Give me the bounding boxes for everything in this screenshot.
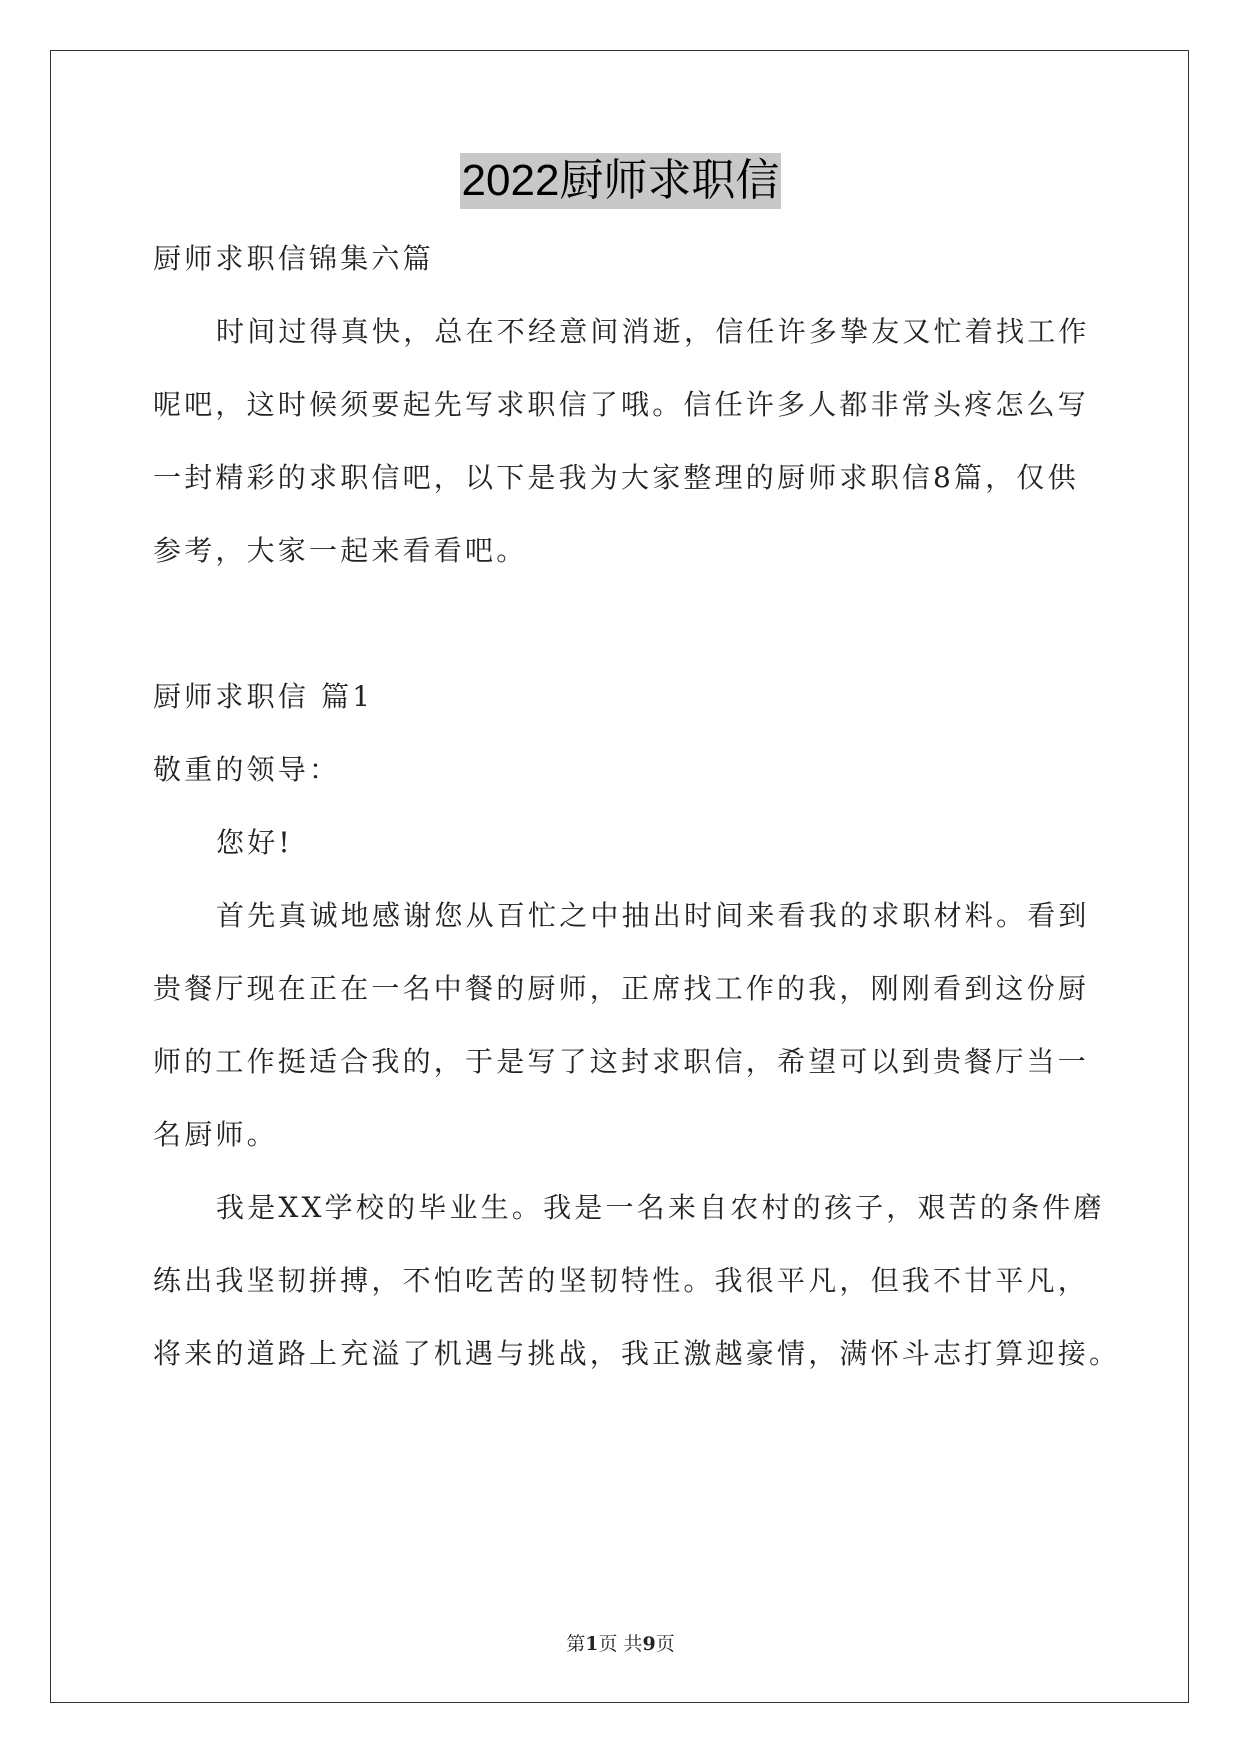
document-title: 2022厨师求职信 [460, 153, 782, 209]
page-border [50, 50, 1189, 1703]
footer-page-total: 9 [642, 1633, 656, 1655]
para2-line-2: 练出我坚韧拼搏，不怕吃苦的坚韧特性。我很平凡，但我不甘平凡， [153, 1264, 1090, 1297]
para1-line-1: 首先真诚地感谢您从百忙之中抽出时间来看我的求职材料。看到 [216, 899, 1090, 932]
intro-line-3: 一封精彩的求职信吧，以下是我为大家整理的厨师求职信8篇，仅供 [153, 461, 1079, 494]
greeting: 您好! [216, 826, 293, 859]
para1-line-2: 贵餐厅现在正在一名中餐的厨师，正席找工作的我，刚刚看到这份厨 [153, 972, 1090, 1005]
footer-page-prefix: 第 [566, 1633, 586, 1655]
para2-line-3: 将来的道路上充溢了机遇与挑战，我正激越豪情，满怀斗志打算迎接。 [153, 1337, 1121, 1370]
intro-line-4: 参考，大家一起来看看吧。 [153, 534, 528, 567]
para1-line-3: 师的工作挺适合我的，于是写了这封求职信，希望可以到贵餐厅当一 [153, 1045, 1090, 1078]
footer-page-current: 1 [585, 1633, 599, 1655]
title-wrap [0, 153, 1241, 209]
section-heading: 厨师求职信 篇1 [153, 680, 374, 713]
para2-line-1: 我是XX学校的毕业生。我是一名来自农村的孩子，艰苦的条件磨 [216, 1191, 1105, 1224]
footer-page-mid: 页 共 [598, 1633, 643, 1655]
document-subtitle: 厨师求职信锦集六篇 [153, 242, 434, 275]
intro-line-2: 呢吧，这时候须要起先写求职信了哦。信任许多人都非常头疼怎么写 [153, 388, 1090, 421]
salutation: 敬重的领导： [153, 753, 341, 786]
footer-page-suffix: 页 [655, 1633, 675, 1655]
intro-line-1: 时间过得真快，总在不经意间消逝，信任许多挚友又忙着找工作 [216, 315, 1090, 348]
para1-line-4: 名厨师。 [153, 1118, 278, 1151]
page-footer [0, 1631, 1241, 1657]
